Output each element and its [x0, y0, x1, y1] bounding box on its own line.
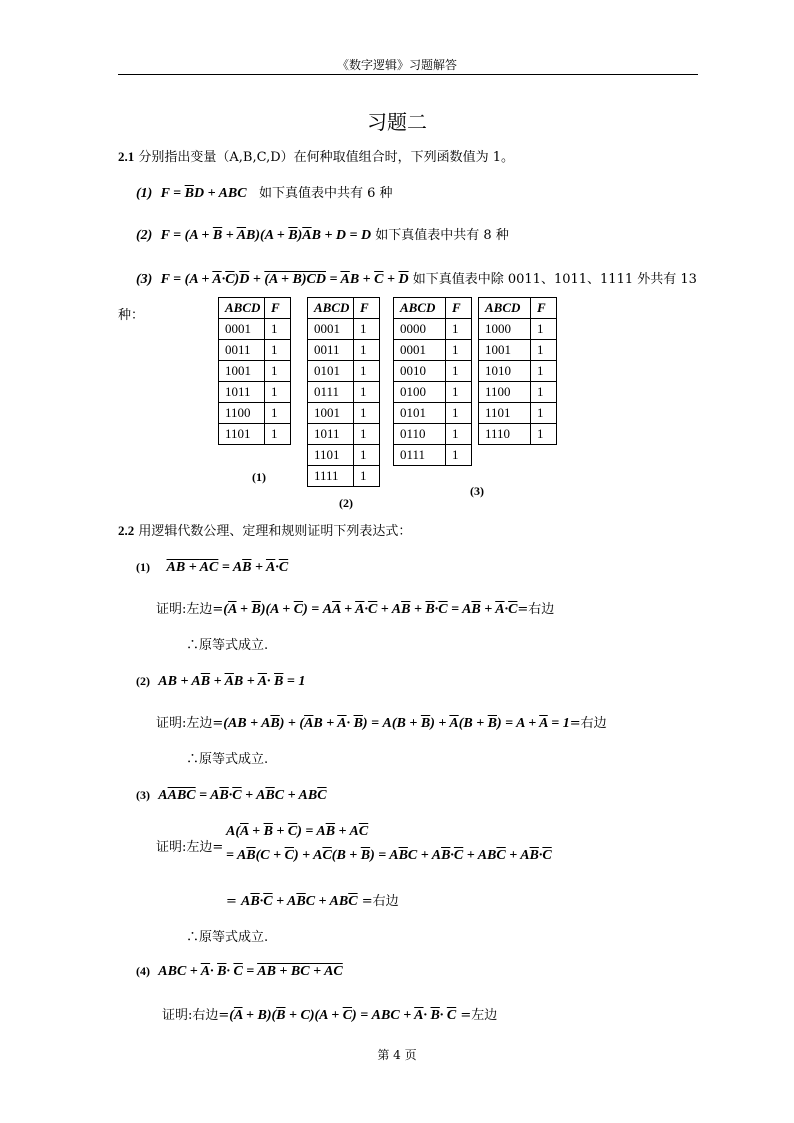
proof-1-body	[156, 598, 554, 618]
formula: $(\overline{A} + B)(\overline{B} + C)(A + \overline{C})$ = ABC + $\overline{A}\cdot \overline{B}\cdot \overline{C}$	[229, 1008, 457, 1023]
proof-suffix: =右边	[517, 602, 555, 617]
formula: $F = \overline{B}D$ + ABC	[160, 186, 247, 201]
header-rule	[118, 74, 698, 75]
table-cell-combination: 0010	[394, 361, 446, 382]
table-caption-1: (1)	[252, 470, 266, 484]
table-cell-value: 1	[265, 403, 291, 424]
table-cell-combination: 0100	[394, 382, 446, 403]
table-cell-combination: 0001	[219, 319, 265, 340]
table-cell-combination: 1011	[308, 424, 354, 445]
table-cell-combination: 1001	[479, 340, 531, 361]
item-note-continued: 种：	[118, 308, 145, 323]
page-footer: 第 4 页	[377, 1048, 417, 1062]
proof-3-line-1: $A(\overline{A} + \overline{B} + \overline{C}) = A\overline{B} + A\overline{C}$	[226, 824, 369, 839]
proof-2-body	[156, 712, 607, 732]
table-cell-combination: 1101	[308, 445, 354, 466]
table-cell-value: 1	[446, 340, 472, 361]
table-cell-value: 1	[531, 424, 557, 445]
table-cell-value: 1	[354, 445, 380, 466]
table-cell-combination: 1100	[219, 403, 265, 424]
table-row	[394, 361, 472, 382]
item-note: 如下真值表中共有 8 种	[375, 228, 509, 243]
table-cell-combination: 1111	[308, 466, 354, 487]
table-cell-combination: 1000	[479, 319, 531, 340]
table-row	[394, 403, 472, 424]
table-cell-value: 1	[531, 403, 557, 424]
proof-4-body	[162, 1004, 497, 1024]
table-cell-combination: 0011	[219, 340, 265, 361]
table-row	[308, 361, 380, 382]
proof-prefix: 证明:左边=	[156, 716, 224, 731]
formula: $(AB + A\overline{B}) + (\overline{A}B + \overline{A}\cdot \overline{B}) = A(B + \overline{B}) + \overline{A}(B + \overline{B}) = A + \overline{A} = 1$	[223, 716, 570, 731]
table-cell-combination: 0111	[308, 382, 354, 403]
table-header-var: ABCD	[308, 298, 354, 319]
table-row	[394, 424, 472, 445]
table-row	[219, 403, 291, 424]
table-cell-value: 1	[354, 319, 380, 340]
truth-table-2	[307, 297, 380, 487]
table-cell-value: 1	[354, 403, 380, 424]
proof-prefix: 证明:左边=	[156, 602, 224, 617]
table-cell-value: 1	[446, 403, 472, 424]
table-row	[219, 382, 291, 403]
item-label: (1)	[136, 560, 150, 574]
truth-table-3a	[393, 297, 472, 466]
proof-3-prefix: 证明:左边=	[156, 840, 224, 855]
item-2-1-2	[136, 224, 509, 244]
proof-3-line-2: = $A\overline{B}(C + \overline{C}) + A\overline{C}(B + \overline{B}) = A\overline{B}C + A\overline{B}\cdot\overline{C} + AB\overline{C} + A\overline{B}\cdot\overline{C}$	[226, 848, 552, 863]
table-cell-value: 1	[265, 361, 291, 382]
table-header-var: ABCD	[479, 298, 531, 319]
proof-3-statement	[136, 788, 327, 804]
item-note: 如下真值表中除 0011、1011、1111 外共有 13	[412, 272, 697, 287]
table-cell-value: 1	[265, 340, 291, 361]
item-label: (4)	[136, 964, 150, 978]
table-cell-value: 1	[531, 319, 557, 340]
item-2-1-3	[136, 268, 697, 288]
table-cell-combination: 1101	[219, 424, 265, 445]
proof-4-statement	[136, 964, 343, 980]
question-text: 分别指出变量（A,B,C,D）在何种取值组合时，下列函数值为 1。	[138, 150, 515, 165]
table-row	[308, 445, 380, 466]
table-cell-value: 1	[446, 445, 472, 466]
table-header-f: F	[265, 298, 291, 319]
table-row	[308, 466, 380, 487]
table-cell-combination: 0001	[308, 319, 354, 340]
proof-1-conclusion: ∴原等式成立.	[186, 638, 269, 653]
table-row	[394, 319, 472, 340]
item-label: (3)	[136, 788, 150, 802]
table-cell-value: 1	[265, 319, 291, 340]
table-cell-combination: 1100	[479, 382, 531, 403]
table-header-var: ABCD	[394, 298, 446, 319]
table-cell-combination: 0001	[394, 340, 446, 361]
question-text: 用逻辑代数公理、定理和规则证明下列表达式：	[138, 524, 412, 539]
proof-prefix: 证明:右边=	[162, 1008, 230, 1023]
table-row	[394, 382, 472, 403]
truth-table-1	[218, 297, 291, 445]
table-cell-combination: 0111	[394, 445, 446, 466]
table-cell-value: 1	[446, 319, 472, 340]
table-row	[219, 361, 291, 382]
table-row	[219, 340, 291, 361]
table-row	[479, 319, 557, 340]
section-title: 习题二	[367, 110, 427, 134]
formula: $F = (A + \overline{A}\cdot\overline{C})\overline{D} + (A + B)CD = \overline{A}B + \overline{C} + \overline{D}$	[160, 272, 409, 287]
table-cell-combination: 1001	[308, 403, 354, 424]
table-cell-combination: 0110	[394, 424, 446, 445]
formula: $F = (A + \overline{B} + \overline{A}B)(A + \overline{B})\overline{A}B + D = D$	[160, 228, 372, 243]
table-row	[219, 424, 291, 445]
question-number: 2.1	[118, 149, 135, 164]
question-number: 2.2	[118, 523, 135, 538]
equals-sign: =	[226, 894, 237, 909]
table-cell-value: 1	[446, 424, 472, 445]
item-label: (2)	[136, 228, 153, 243]
table-cell-value: 1	[354, 340, 380, 361]
table-cell-combination: 1101	[479, 403, 531, 424]
table-cell-combination: 0011	[308, 340, 354, 361]
item-label: (2)	[136, 674, 150, 688]
table-row	[479, 361, 557, 382]
table-row	[308, 340, 380, 361]
table-row	[479, 382, 557, 403]
formula: $A\overline{B}\cdot\overline{C} + A\overline{B}C + AB\overline{C}$	[241, 894, 358, 909]
table-header-f: F	[446, 298, 472, 319]
table-cell-value: 1	[446, 382, 472, 403]
table-cell-value: 1	[531, 382, 557, 403]
table-cell-value: 1	[446, 361, 472, 382]
table-cell-value: 1	[354, 424, 380, 445]
table-cell-combination: 1011	[219, 382, 265, 403]
table-cell-value: 1	[265, 424, 291, 445]
proof-2-statement	[136, 674, 305, 690]
proof-suffix: =右边	[361, 894, 399, 909]
table-cell-value: 1	[354, 382, 380, 403]
proof-3-conclusion: ∴原等式成立.	[186, 930, 269, 945]
table-caption-3: (3)	[470, 484, 484, 498]
table-cell-combination: 1110	[479, 424, 531, 445]
question-2-1	[118, 146, 514, 165]
table-row	[479, 340, 557, 361]
table-cell-combination: 1001	[219, 361, 265, 382]
table-header-f: F	[531, 298, 557, 319]
table-cell-value: 1	[531, 361, 557, 382]
table-cell-combination: 0101	[308, 361, 354, 382]
formula: $(\overline{A} + \overline{B})(A + \overline{C}) = A\overline{A} + \overline{A}\cdot\overline{C} + A\overline{B} + \overline{B}\cdot\overline{C} = A\overline{B} + \overline{A}\cdot\overline{C}$	[223, 602, 518, 617]
table-caption-2: (2)	[339, 496, 353, 510]
table-cell-value: 1	[354, 466, 380, 487]
item-note: 如下真值表中共有 6 种	[259, 186, 393, 201]
proof-suffix: =右边	[569, 716, 607, 731]
item-2-1-1	[136, 182, 393, 202]
table-row	[479, 424, 557, 445]
table-row	[394, 445, 472, 466]
item-label: (3)	[136, 272, 153, 287]
formula: AB + AC = $A\overline{B} + \overline{A}\cdot\overline{C}$	[166, 560, 289, 575]
table-row	[394, 340, 472, 361]
table-row	[308, 403, 380, 424]
formula: $A\overline{ABC} = A\overline{B}\cdot\overline{C} + A\overline{B}C + AB\overline{C}$	[158, 788, 327, 803]
page-header: 《数字逻辑》习题解答	[336, 58, 457, 72]
table-cell-value: 1	[531, 340, 557, 361]
table-header-var: ABCD	[219, 298, 265, 319]
table-cell-value: 1	[265, 382, 291, 403]
table-cell-value: 1	[354, 361, 380, 382]
formula: ABC + $\overline{A}\cdot \overline{B}\cdot \overline{C}$ = AB + BC + AC	[158, 964, 343, 979]
proof-3-line-3	[226, 890, 399, 910]
formula: AB + $A\overline{B} + \overline{A}B + \overline{A}\cdot \overline{B} = 1$	[158, 674, 306, 689]
table-cell-combination: 0101	[394, 403, 446, 424]
table-row	[308, 424, 380, 445]
truth-table-3b	[478, 297, 557, 445]
table-row	[479, 403, 557, 424]
table-row	[308, 382, 380, 403]
proof-1-statement	[136, 560, 288, 576]
table-row	[219, 319, 291, 340]
table-cell-combination: 0000	[394, 319, 446, 340]
proof-2-conclusion: ∴原等式成立.	[186, 752, 269, 767]
item-label: (1)	[136, 186, 153, 201]
table-row	[308, 319, 380, 340]
proof-suffix: =左边	[460, 1008, 498, 1023]
table-header-f: F	[354, 298, 380, 319]
table-cell-combination: 1010	[479, 361, 531, 382]
question-2-2	[118, 520, 411, 539]
